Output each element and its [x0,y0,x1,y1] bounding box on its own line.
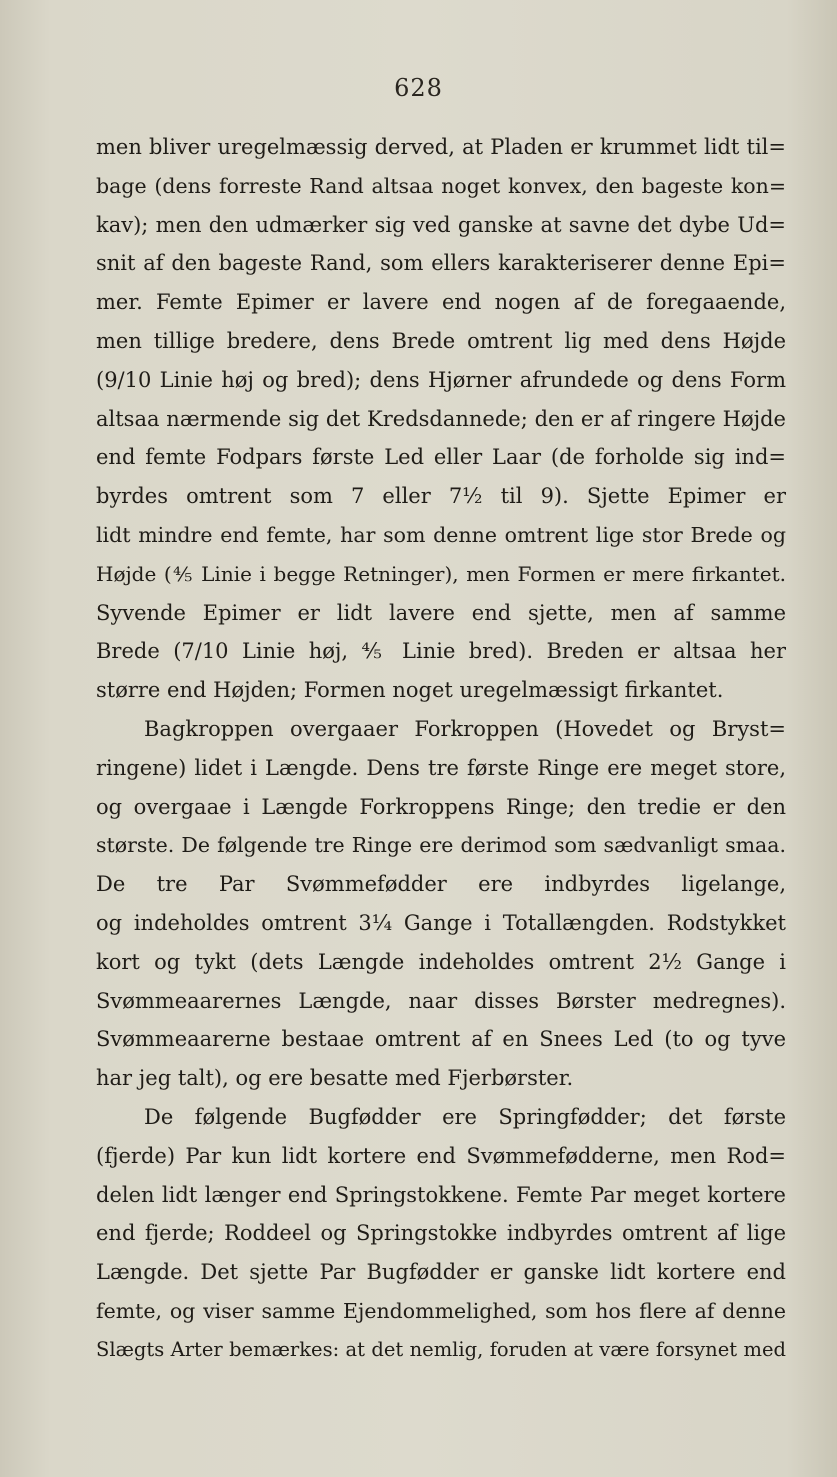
text-line: Slægts Arter bemærkes: at det nemlig, foruden at være forsynet med [96,1337,786,1361]
text-line: femte, og viser samme Ejendommelighed, som hos flere af denne [96,1298,786,1323]
text-line: større end Højden; Formen noget uregelmæssigt firkantet. [96,678,724,703]
text-line: kort og tykt (dets Længde indeholdes omtrent 2½ Gange i [96,949,786,974]
text-line: end fjerde; Roddeel og Springstokke indbyrdes omtrent af lige [96,1221,786,1246]
page-number: 628 [394,74,443,102]
text-line: største. De følgende tre Ringe ere derimod som sædvanligt smaa. [96,833,786,858]
text-line: snit af den bageste Rand, som ellers karakteriserer denne Epi= [96,251,786,276]
text-line: bage (dens forreste Rand altsaa noget konvex, den bageste kon= [96,173,786,198]
paragraph-start-line: Bagkroppen overgaaer Forkroppen (Hovedet og Bryst= [144,716,786,741]
text-line: altsaa nærmende sig det Kredsdannede; den er af ringere Højde [96,406,786,431]
body-text [96,128,786,1370]
text-line: Brede (7/10 Linie høj, ⅘ Linie bred). Breden er altsaa her [96,639,786,664]
text-line: Syvende Epimer er lidt lavere end sjette, men af samme [96,600,786,625]
text-line: Længde. Det sjette Par Bugfødder er ganske lidt kortere end [96,1260,786,1285]
paragraph-start-line: De følgende Bugfødder ere Springfødder; det første [144,1104,786,1129]
text-line: Svømmeaarernes Længde, naar disses Børster medregnes). [96,988,786,1013]
text-line: lidt mindre end femte, har som denne omtrent lige stor Brede og [96,522,786,547]
text-line: end femte Fodpars første Led eller Laar (de forholde sig ind= [96,445,786,470]
text-line: Svømmeaarerne bestaae omtrent af en Snees Led (to og tyve [96,1027,786,1052]
text-line: De tre Par Svømmefødder ere indbyrdes ligelange, [96,872,786,897]
text-line: Højde (⅘ Linie i begge Retninger), men Formen er mere firkantet. [96,561,786,586]
text-line: har jeg talt), og ere besatte med Fjerbørster. [96,1066,574,1091]
text-line: delen lidt længer end Springstokkene. Femte Par meget kortere [96,1182,786,1207]
text-line: byrdes omtrent som 7 eller 7½ til 9). Sjette Epimer er [96,484,786,509]
text-line: kav); men den udmærker sig ved ganske at savne det dybe Ud= [96,212,786,237]
text-line: men tillige bredere, dens Brede omtrent lig med dens Højde [96,328,786,353]
text-line: (fjerde) Par kun lidt kortere end Svømmefødderne, men Rod= [96,1143,786,1168]
text-line: (9/10 Linie høj og bred); dens Hjørner afrundede og dens Form [96,367,786,392]
text-line: mer. Femte Epimer er lavere end nogen af de foregaaende, [96,290,786,315]
text-line: og indeholdes omtrent 3¼ Gange i Totallængden. Rodstykket [96,910,786,935]
text-line: ringene) lidet i Længde. Dens tre første Ringe ere meget store, [96,755,786,780]
text-line: men bliver uregelmæssig derved, at Pladen er krummet lidt til= [96,135,786,159]
text-line: og overgaae i Længde Forkroppens Ringe; den tredie er den [96,794,786,819]
